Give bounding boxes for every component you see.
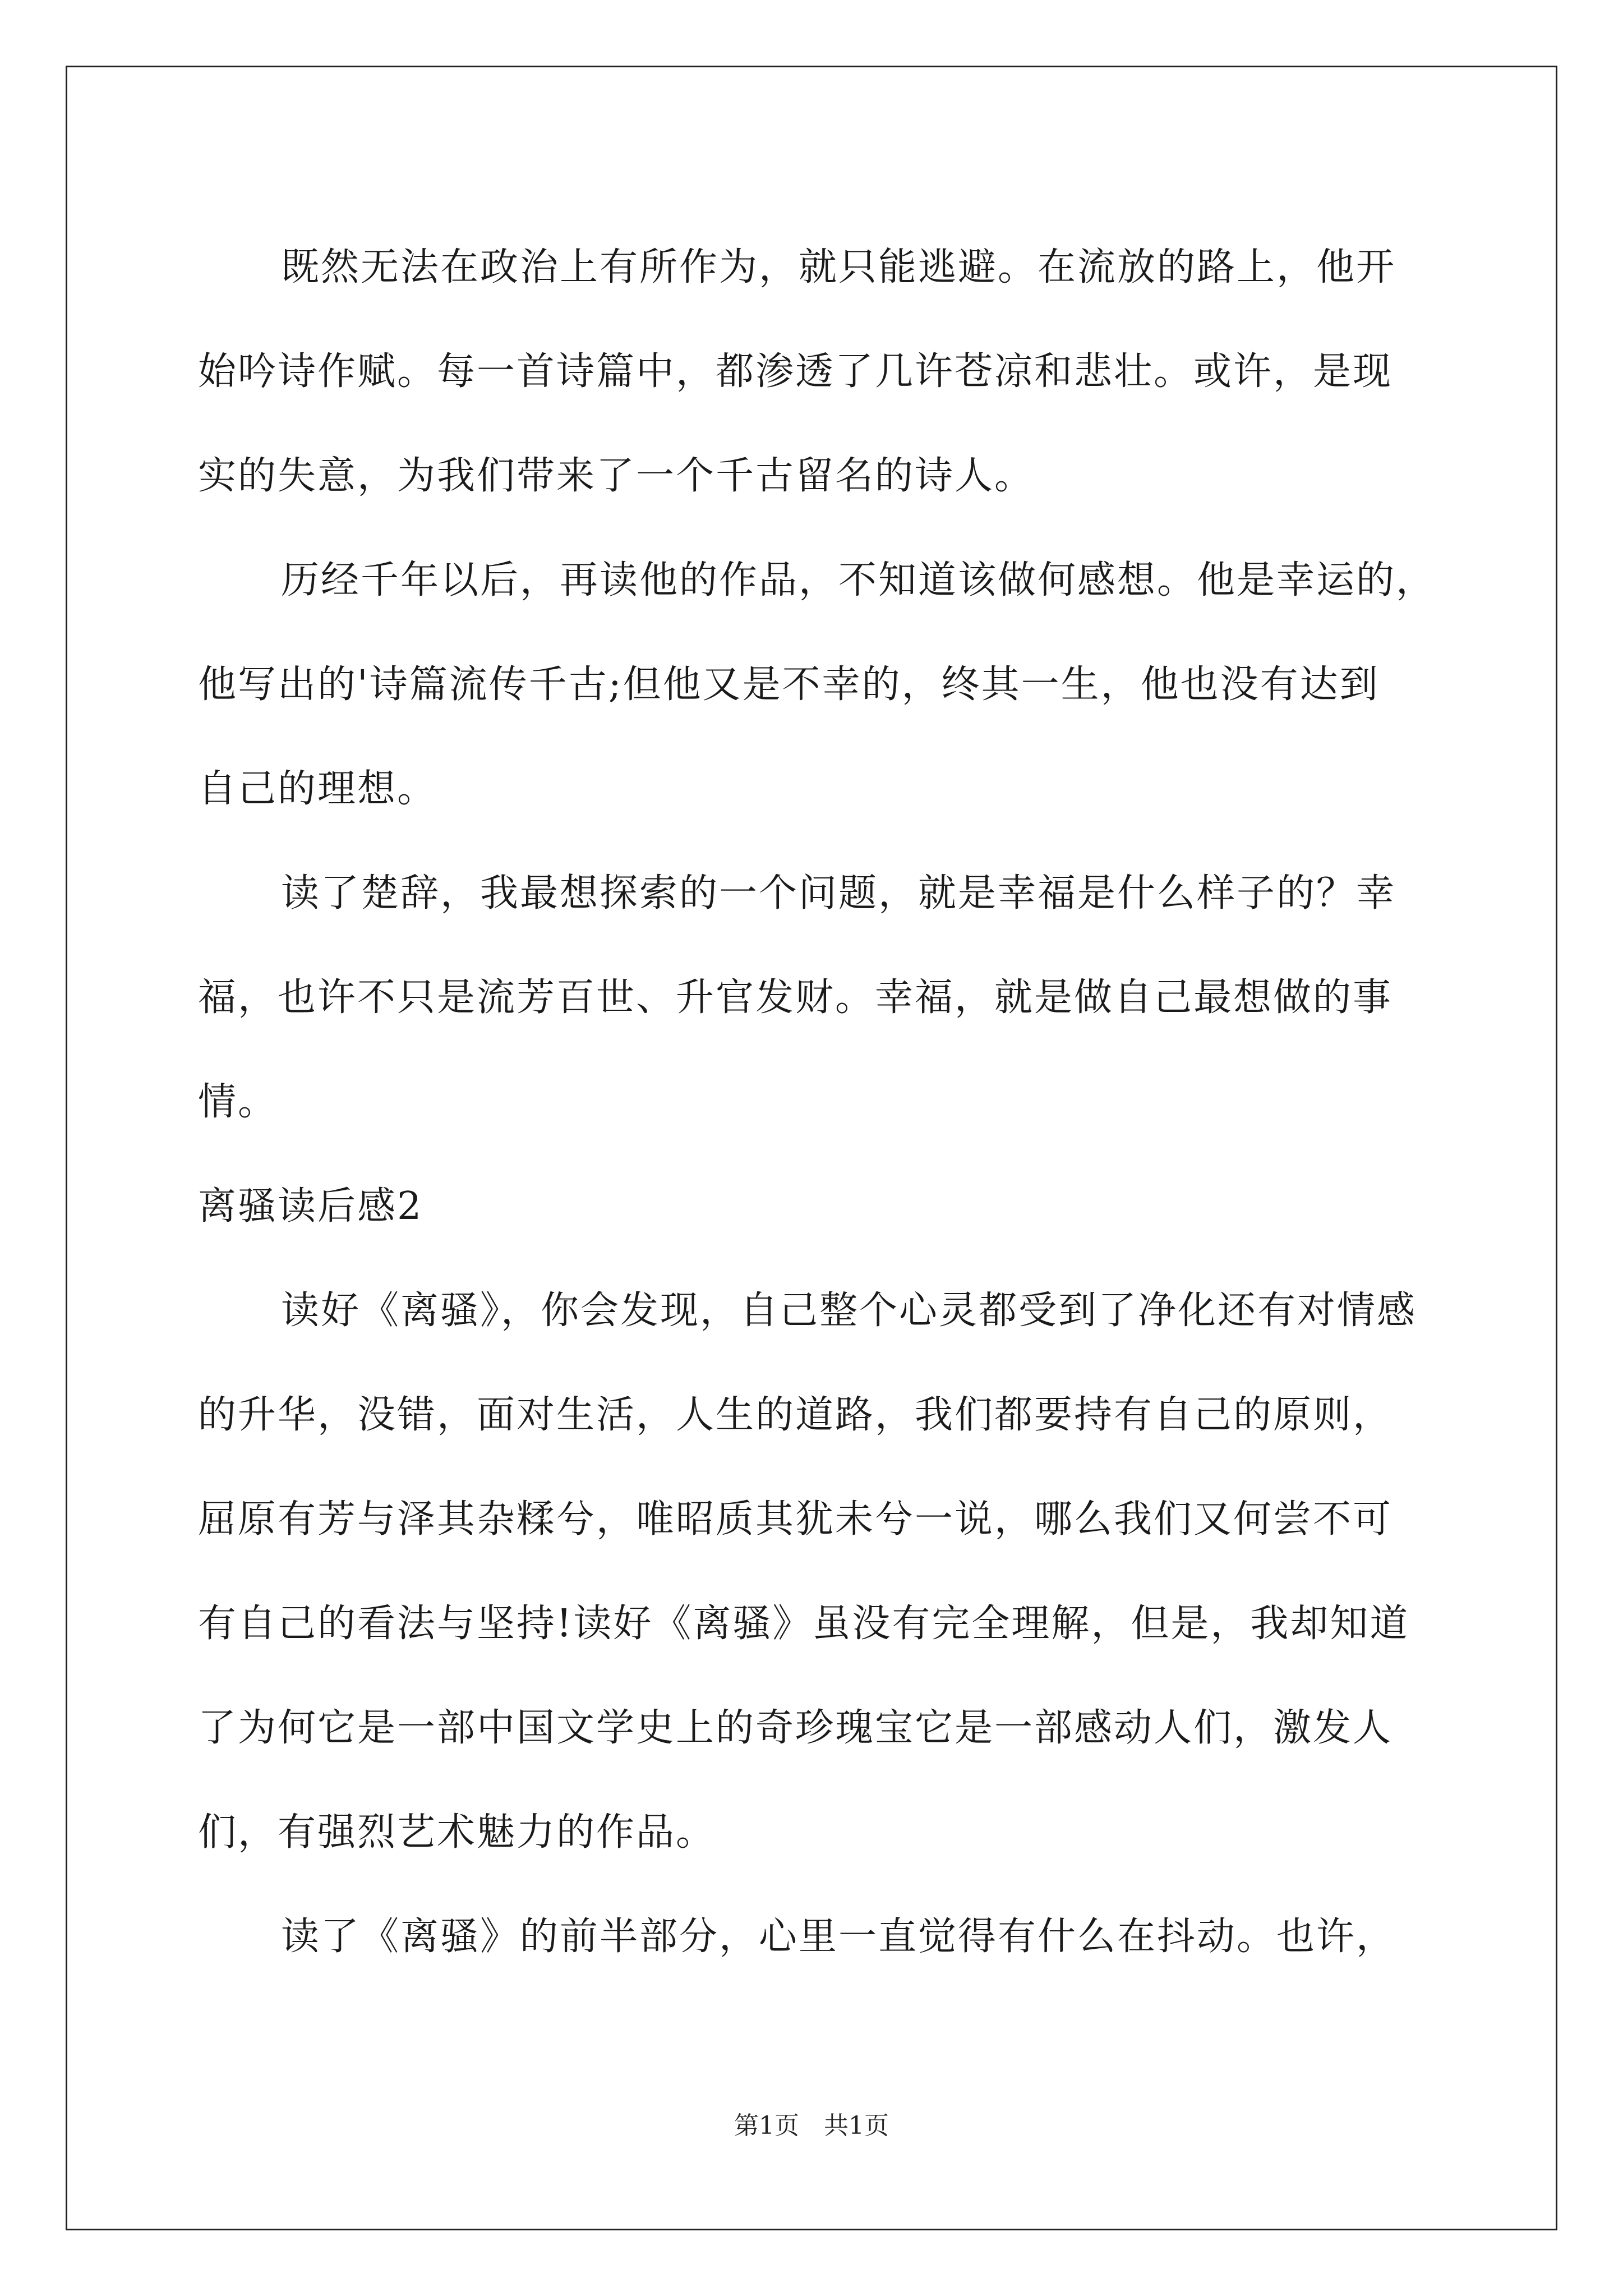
text-line: 自己的理想。 — [198, 767, 437, 811]
text-line: 既然无法在政治上有所作为，就只能逃避。在流放的路上，他开 — [281, 245, 1396, 289]
text-line: 他写出的'诗篇流传千古;但他又是不幸的，终其一生，他也没有达到 — [198, 662, 1380, 707]
text-line: 们，有强烈艺术魅力的作品。 — [198, 1810, 716, 1855]
text-line: 屈原有芳与泽其杂糅兮，唯昭质其犹未兮一说，哪么我们又何尝不可 — [198, 1497, 1393, 1542]
text-line: 历经千年以后，再读他的作品，不知道该做何感想。他是幸运的， — [281, 558, 1436, 602]
text-line: 实的失意，为我们带来了一个千古留名的诗人。 — [198, 454, 1035, 498]
paragraph-1 — [198, 215, 1432, 528]
section-title: 离骚读后感2 — [198, 1184, 423, 1228]
text-line: 的升华，没错，面对生活，人生的道路，我们都要持有自己的原则， — [198, 1393, 1393, 1437]
text-line: 读好《离骚》，你会发现，自己整个心灵都受到了净化还有对情感 — [281, 1289, 1417, 1333]
text-line: 情。 — [198, 1080, 278, 1124]
paragraph-4 — [198, 1259, 1432, 1885]
paragraph-2 — [198, 528, 1436, 841]
text-line: 福，也许不只是流芳百世、升官发财。幸福，就是做自己最想做的事 — [198, 976, 1393, 1020]
document-body — [198, 215, 1436, 1989]
text-line: 了为何它是一部中国文学史上的奇珍瑰宝它是一部感动人们，激发人 — [198, 1706, 1393, 1750]
page-number-footer: 第1页 共1页 — [734, 2111, 889, 2140]
text-line: 读了楚辞，我最想探索的一个问题，就是幸福是什么样子的？幸 — [281, 871, 1396, 915]
paragraph-3 — [198, 841, 1432, 1154]
text-line: 始吟诗作赋。每一首诗篇中，都渗透了几许苍凉和悲壮。或许，是现 — [198, 349, 1393, 394]
text-line: 读了《离骚》的前半部分，心里一直觉得有什么在抖动。也许， — [281, 1915, 1396, 1959]
paragraph-5 — [198, 1885, 1432, 1989]
text-line: 有自己的看法与坚持!读好《离骚》虽没有完全理解，但是，我却知道 — [198, 1602, 1410, 1646]
